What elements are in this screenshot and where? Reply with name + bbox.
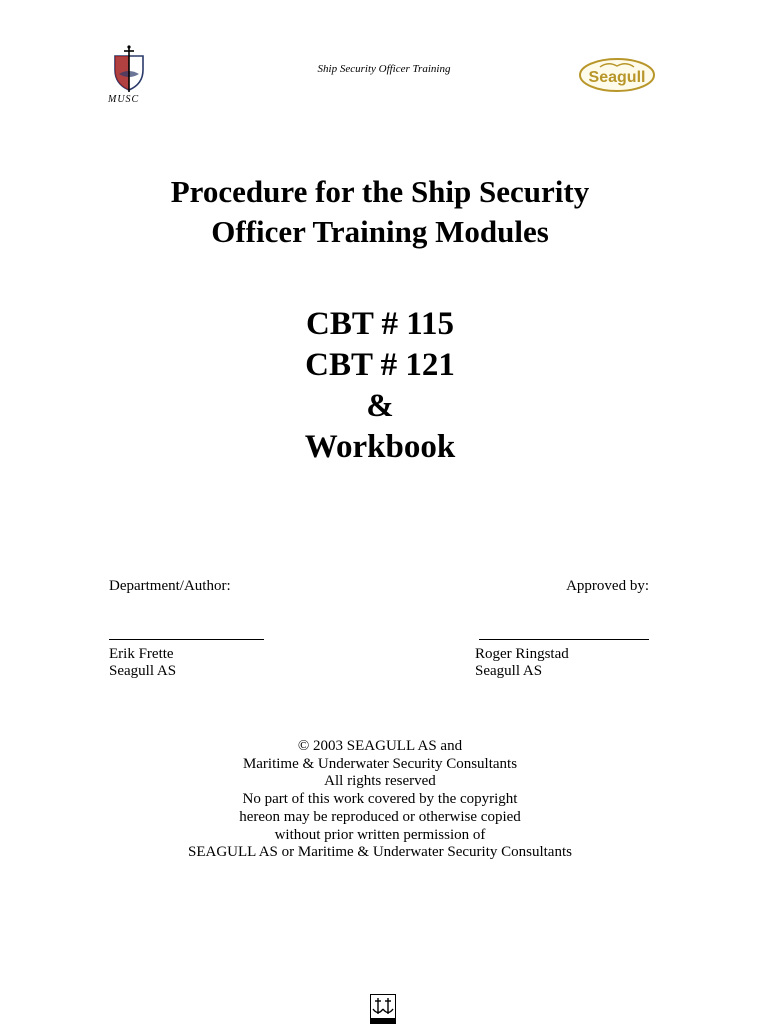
author-name: Erik Frette	[109, 646, 174, 662]
svg-text:Seagull: Seagull	[588, 69, 646, 86]
copyright-line: All rights reserved	[324, 773, 436, 790]
title-line-1: Procedure for the Ship Security	[170, 174, 590, 209]
title-line-2: Officer Training Modules	[211, 214, 549, 249]
copyright-line: Maritime & Underwater Security Consultants	[242, 755, 518, 772]
document-title	[0, 172, 760, 252]
copyright-notice	[0, 738, 760, 862]
copyright-line: SEAGULL AS or Maritime & Underwater Security Consultants	[188, 844, 572, 861]
header-title: Ship Security Officer Training	[317, 63, 451, 75]
approver-name: Roger Ringstad	[475, 646, 569, 662]
copyright-line: © 2003 SEAGULL AS and	[297, 738, 463, 754]
seagull-logo	[578, 57, 656, 93]
anchor-logo-icon	[370, 994, 396, 1024]
copyright-line: No part of this work covered by the copyright	[242, 791, 518, 808]
module-cbt-115: CBT # 115	[306, 306, 454, 342]
module-list	[0, 304, 760, 468]
author-signature-block	[109, 578, 264, 680]
copyright-line: without prior written permission of	[274, 826, 486, 843]
approver-signature-block	[475, 578, 649, 680]
module-workbook: Workbook	[304, 429, 456, 465]
approver-label: Approved by:	[566, 578, 649, 594]
module-cbt-121: CBT # 121	[305, 347, 455, 383]
author-signature-line	[109, 631, 264, 640]
author-company: Seagull AS	[109, 663, 177, 679]
approver-signature-line	[479, 631, 649, 640]
module-ampersand: &	[366, 388, 394, 424]
author-label: Department/Author:	[109, 578, 231, 594]
approver-company: Seagull AS	[475, 663, 543, 679]
copyright-line: hereon may be reproduced or otherwise copied	[239, 808, 521, 825]
musc-logo-text: MUSC	[108, 94, 140, 105]
